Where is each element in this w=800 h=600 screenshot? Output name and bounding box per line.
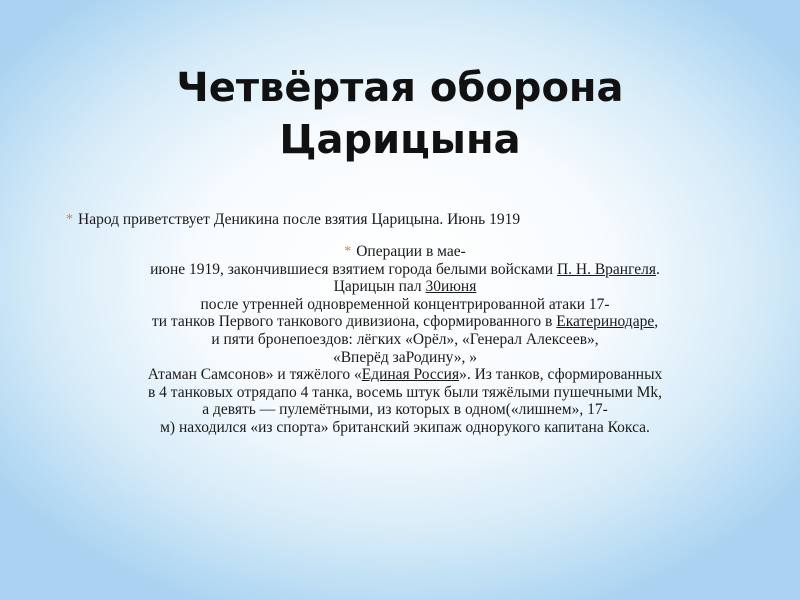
paragraph-line: а девять — пулемётными, из которых в одном(«лишнем», 17- xyxy=(202,401,608,419)
title-line-2: Царицына xyxy=(279,117,521,163)
line-text: ти танков Первого танкового дивизиона, сформированного в xyxy=(151,313,557,331)
paragraph-line: в 4 танковых отрядапо 4 танка, восемь штук были тяжёлыми пушечными Mk, xyxy=(147,383,663,401)
operation-paragraph xyxy=(60,243,750,437)
line-text: . xyxy=(656,260,660,278)
paragraph-line: «Вперёд заРодину», » xyxy=(332,348,478,366)
paragraph-line xyxy=(60,366,750,384)
link-wrangel[interactable]: П. Н. Врангеля xyxy=(556,260,657,278)
paragraph-line xyxy=(60,278,750,296)
link-30-june[interactable]: 30июня xyxy=(425,278,477,296)
paragraph-line xyxy=(60,261,750,279)
line-text: Царицын пал xyxy=(333,278,426,296)
line-text: Операции в мае- xyxy=(356,243,466,260)
bullet-text: Народ приветствует Деникина после взятия Царицына. Июнь 1919 xyxy=(78,211,521,228)
bullet-star-icon: * xyxy=(344,244,352,259)
paragraph-line: после утренней одновременной концентрированной атаки 17- xyxy=(200,295,610,313)
paragraph-line xyxy=(60,313,750,331)
paragraph-line: и пяти бронепоездов: лёгких «Орёл», «Генерал Алексеев», xyxy=(211,330,599,348)
title-line-1: Четвёртая оборона xyxy=(176,65,624,111)
line-text: , xyxy=(654,313,659,331)
link-edinaya-rossiya[interactable]: Единая Россия xyxy=(361,366,460,384)
paragraph-line xyxy=(60,243,750,261)
link-ekaterinodar[interactable]: Екатеринодаре xyxy=(556,313,655,331)
line-text: ». Из танков, сформированных xyxy=(459,366,663,384)
line-text: Атаман Самсонов» и тяжёлого « xyxy=(147,366,362,384)
bullet-star-icon: * xyxy=(66,212,73,227)
paragraph-line: м) находился «из спорта» британский экипаж однорукого капитана Кокса. xyxy=(160,418,650,436)
line-text: июне 1919, закончившиеся взятием города белыми войсками xyxy=(150,260,557,278)
slide-title xyxy=(0,62,800,166)
bullet-item xyxy=(66,210,520,229)
